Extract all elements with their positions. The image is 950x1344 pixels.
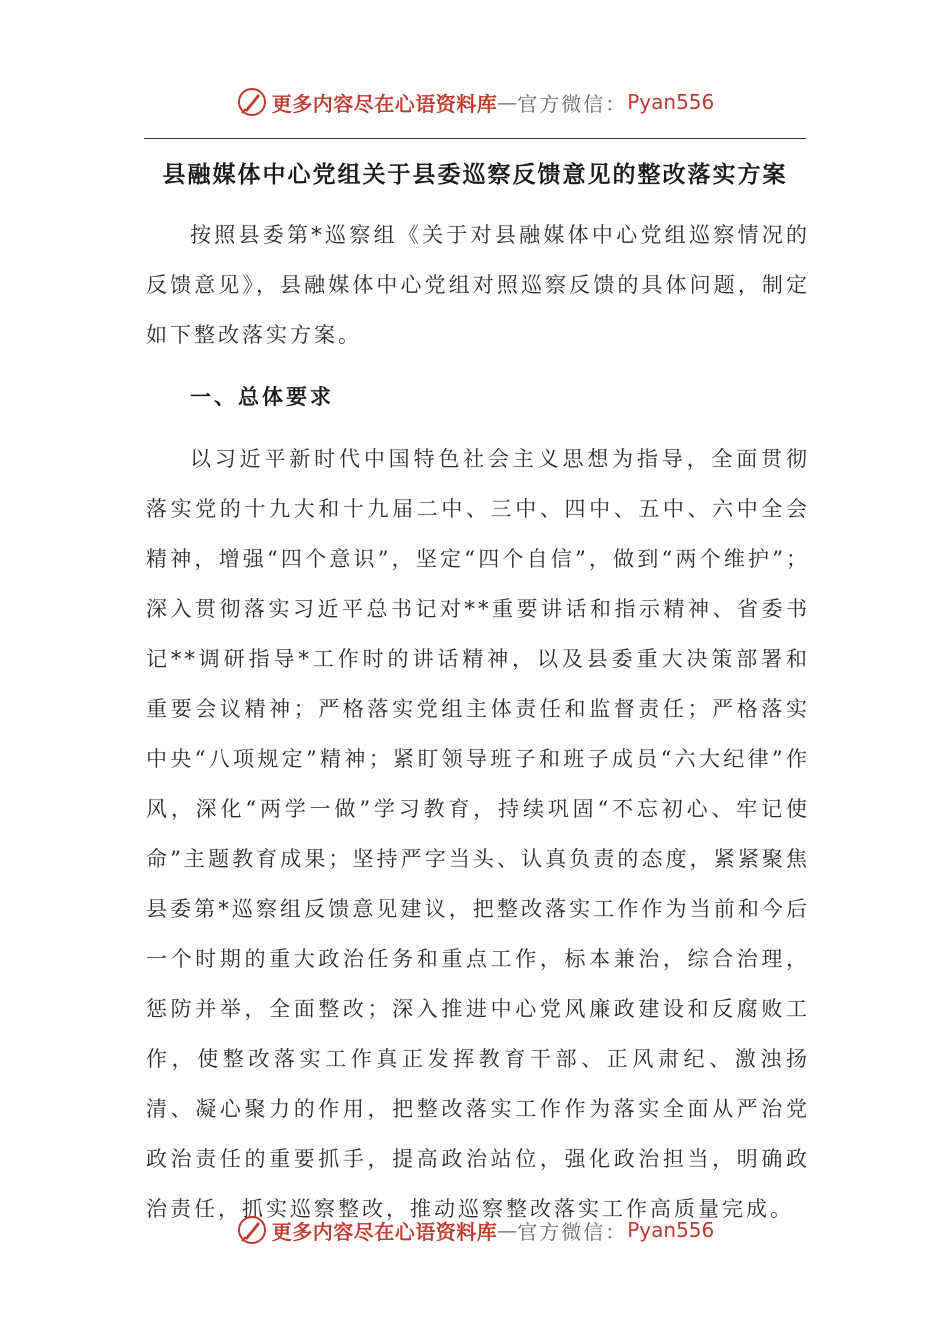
- body-paragraph: 以习近平新时代中国特色社会主义思想为指导，全面贯彻落实党的十九大和十九届二中、三中、四中、五中、六中全会精神，增强“四个意识”，坚定“四个自信”，做到“两个维护”；深入贯彻落实习近平总书记对**重要讲话和指示精神、省委书记**调研指导*工作时的讲话精神，以及县委重大决策部署和重要会议精神；严格落实党组主体责任和监督责任；严格落实中央“八项规定”精神；紧盯领导班子和班子成员“六大纪律”作风，深化“两学一做”学习教育，持续巩固“不忘初心、牢记使命”主题教育成果；坚持严字当头、认真负责的态度，紧紧聚焦县委第*巡察组反馈意见建议，把整改落实工作作为当前和今后一个时期的重大政治任务和重点工作，标本兼治，综合治理，惩防并举，全面整改；深入推进中心党风廉政建设和反腐败工作，使整改落实工作真正发挥教育干部、正风肃纪、激浊扬清、凝心聚力的作用，把整改落实工作作为落实全面从严治党政治责任的重要抓手，提高政治站位，强化政治担当，明确政治责任，抓实巡察整改，推动巡察整改落实工作高质量完成。: [146, 447, 810, 1221]
- banner-wechat-id: Pyan556: [627, 90, 715, 114]
- intro-paragraph: 按照县委第*巡察组《关于对县融媒体中心党组巡察情况的反馈意见》，县融媒体中心党组对照巡察反馈的具体问题，制定如下整改落实方案。: [146, 223, 810, 347]
- document-body: [146, 210, 810, 1234]
- banner-separator: —: [497, 90, 518, 114]
- quill-logo-icon: [236, 1214, 268, 1246]
- banner-brand-text: 更多内容尽在心语资料库: [271, 91, 498, 116]
- banner-wechat-id: Pyan556: [627, 1218, 715, 1242]
- banner-wechat-label: 官方微信：: [517, 91, 628, 116]
- watermark-banner-bottom: [0, 1210, 950, 1250]
- banner-wechat-label: 官方微信：: [517, 1219, 628, 1244]
- header-divider: [144, 138, 806, 139]
- section-heading: 一、总体要求: [190, 384, 334, 409]
- banner-separator: —: [497, 1218, 518, 1242]
- document-title: 县融媒体中心党组关于县委巡察反馈意见的整改落实方案: [162, 161, 788, 188]
- watermark-banner-top: [0, 82, 950, 122]
- banner-brand-text: 更多内容尽在心语资料库: [271, 1219, 498, 1244]
- quill-logo-icon: [236, 86, 268, 118]
